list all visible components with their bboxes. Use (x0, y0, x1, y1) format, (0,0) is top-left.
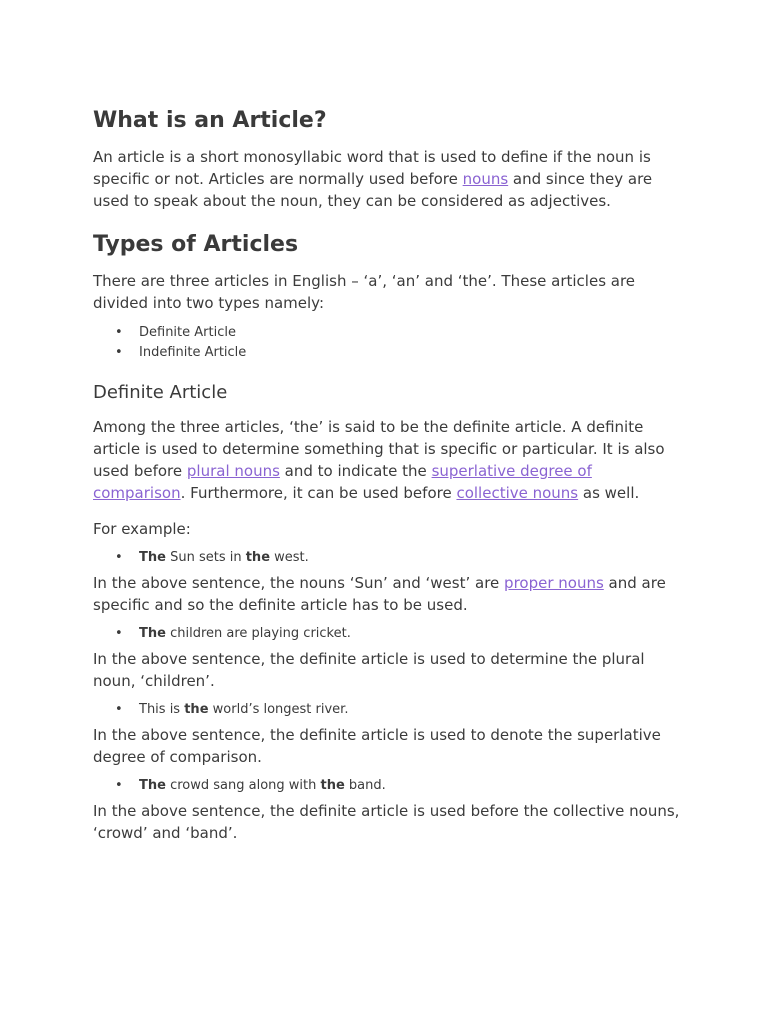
example-list-4 (93, 776, 683, 796)
article-content (93, 106, 683, 844)
intro-paragraph: An article is a short monosyllabic word that is used to define if the noun is specific or not. Articles are normally used before nouns and since they are used to speak about the noun, they can be considered as adjectives. (93, 148, 653, 210)
list-item: • Definite Article (139, 323, 683, 343)
explanation-4: In the above sentence, the definite article is used before the collective nouns, ‘crowd’ and ‘band’. (93, 802, 680, 842)
example-list-2 (93, 624, 683, 644)
heading-what-is-article: What is an Article? (93, 108, 327, 133)
explanation-3: In the above sentence, the definite article is used to denote the superlative degree of comparison. (93, 726, 661, 766)
for-example-label: For example: (93, 520, 191, 538)
example-item: • This is the world’s longest river. (139, 700, 683, 720)
link-plural-nouns[interactable]: plural nouns (186, 462, 280, 480)
example-list-1 (93, 548, 683, 568)
link-proper-nouns[interactable]: proper nouns (504, 574, 604, 592)
list-item: • Indefinite Article (139, 343, 683, 363)
definite-paragraph: Among the three articles, ‘the’ is said to be the definite article. A definite article is used to determine something that is specific or particular. It is also used before plural nouns and to indicate the superlative degree of comparison. Furthermore, it can be used before collective nouns as well. (93, 418, 665, 502)
heading-types-of-articles: Types of Articles (93, 232, 299, 257)
explanation-1: In the above sentence, the nouns ‘Sun’ and ‘west’ are proper nouns and are specific and so the definite article has to be used. (93, 574, 666, 614)
example-item: • The children are playing cricket. (139, 624, 683, 644)
example-list-3 (93, 700, 683, 720)
explanation-2: In the above sentence, the definite article is used to determine the plural noun, ‘children’. (93, 650, 645, 690)
types-paragraph: There are three articles in English – ‘a’, ‘an’ and ‘the’. These articles are divided into two types namely: (93, 272, 636, 312)
link-collective-nouns[interactable]: collective nouns (456, 484, 579, 502)
example-item: • The crowd sang along with the band. (139, 776, 683, 796)
heading-definite-article: Definite Article (93, 382, 228, 403)
example-item: • The Sun sets in the west. (139, 548, 683, 568)
link-superlative-degree[interactable]: superlative degree of comparison (93, 462, 592, 502)
types-list (93, 323, 683, 363)
link-nouns[interactable]: nouns (462, 170, 509, 188)
